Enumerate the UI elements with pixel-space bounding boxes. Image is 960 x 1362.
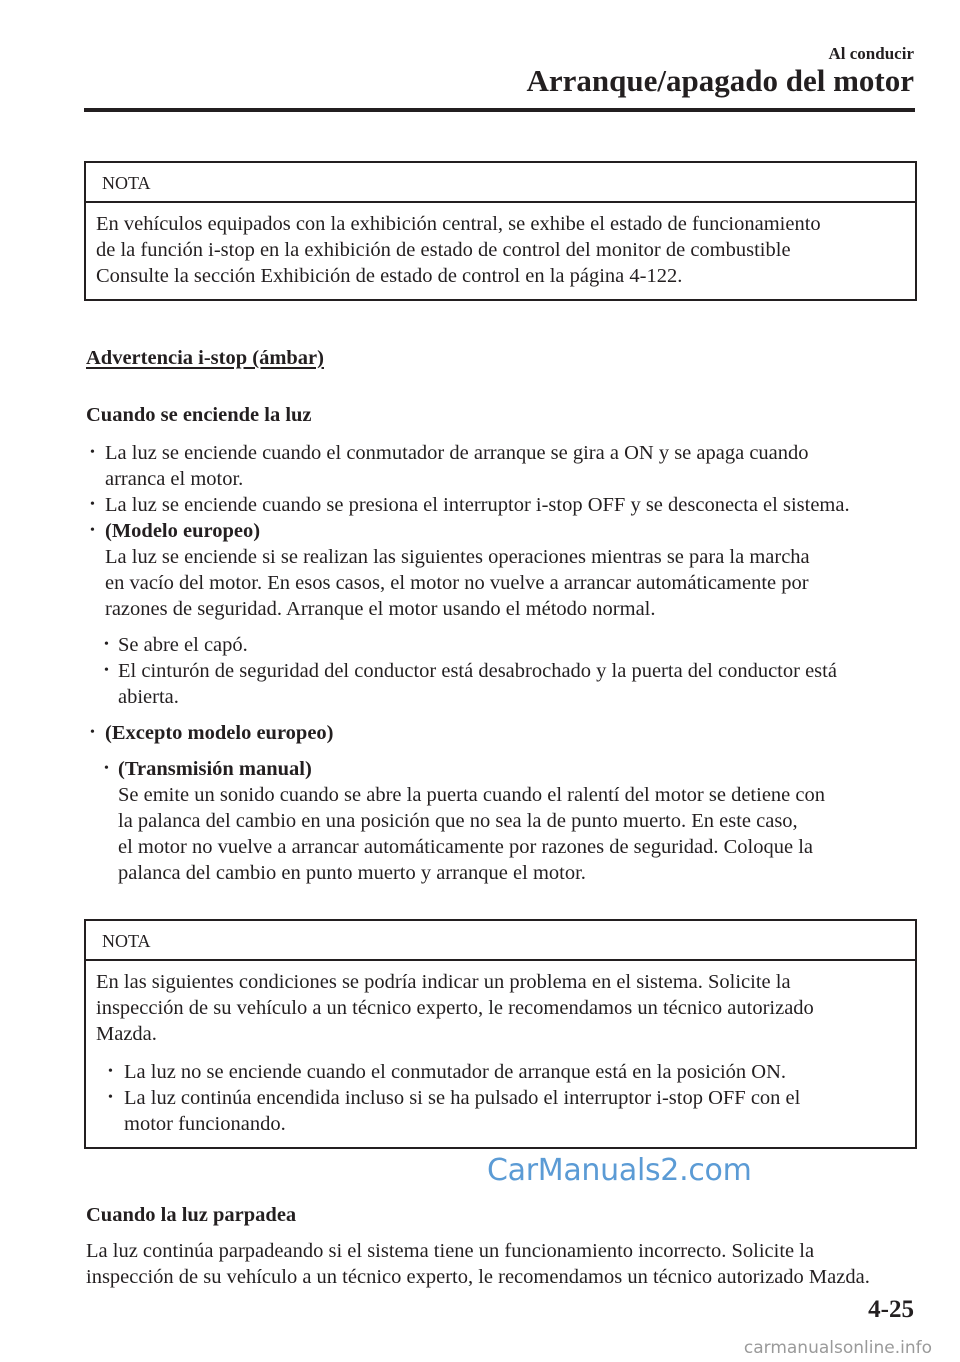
item-line: • La luz se enciende cuando el conmutador de arranque se gira a ON y se apaga cuando: [105, 442, 809, 464]
note-line: En las siguientes condiciones se podría indicar un problema en el sistema. Solicite la: [96, 971, 791, 993]
subheading-light-blink: Cuando la luz parpadea: [86, 1204, 297, 1226]
item-title: • (Transmisión manual): [118, 758, 312, 780]
paragraph-line: inspección de su vehículo a un técnico experto, le recomendamos un técnico autorizado Mazda.: [86, 1266, 870, 1288]
item-line: abierta.: [118, 686, 179, 708]
note-label: NOTA: [86, 163, 915, 203]
note-line: Consulte la sección Exhibición de estado de control en la página 4-122.: [96, 265, 683, 287]
paragraph: [86, 1238, 916, 1290]
section-label: Al conducir: [828, 44, 914, 63]
item-line: en vacío del motor. En esos casos, el motor no vuelve a arrancar automáticamente por: [105, 572, 809, 594]
note-line: de la función i-stop en la exhibición de estado de control del monitor de combustible: [96, 239, 791, 261]
note-body: [86, 203, 915, 299]
list-item: [86, 518, 916, 710]
item-line: • La luz continúa encendida incluso si se ha pulsado el interruptor i-stop OFF con el: [124, 1087, 801, 1109]
item-line: • Se abre el capó.: [118, 634, 248, 656]
item-line: palanca del cambio en punto muerto y arranque el motor.: [118, 862, 586, 884]
footer-watermark: carmanualsonline.info: [743, 1338, 932, 1358]
note-list-item: [96, 1085, 901, 1137]
page-title: Arranque/apagado del motor: [526, 63, 914, 98]
bullet-list: [86, 440, 916, 886]
item-line: arranca el motor.: [105, 468, 244, 490]
sub-list-item: [100, 632, 916, 658]
item-title: • (Excepto modelo europeo): [105, 722, 334, 744]
header-divider: [84, 108, 915, 112]
watermark: CarManuals2.com: [487, 1153, 752, 1188]
item-line: La luz se enciende si se realizan las siguientes operaciones mientras se para la marcha: [105, 546, 810, 568]
item-line: la palanca del cambio en una posición que no sea la de punto muerto. En este caso,: [118, 810, 798, 832]
sub-list-item: [100, 756, 916, 886]
list-item: [86, 440, 916, 492]
list-item: [86, 720, 916, 886]
sub-list-item: [100, 658, 916, 710]
item-line: • La luz se enciende cuando se presiona el interruptor i-stop OFF y se desconecta el sistema.: [105, 494, 850, 516]
paragraph-line: La luz continúa parpadeando si el sistema tiene un funcionamiento incorrecto. Solicite la: [86, 1240, 815, 1262]
item-line: • La luz no se enciende cuando el conmutador de arranque está en la posición ON.: [124, 1061, 787, 1083]
item-line: • El cinturón de seguridad del conductor está desabrochado y la puerta del conductor está: [118, 660, 837, 682]
note-line: En vehículos equipados con la exhibición central, se exhibe el estado de funcionamiento: [96, 213, 821, 235]
item-line: el motor no vuelve a arrancar automáticamente por razones de seguridad. Coloque la: [118, 836, 814, 858]
item-line: razones de seguridad. Arranque el motor usando el método normal.: [105, 598, 656, 620]
note-box: [84, 919, 917, 1149]
section-heading: Advertencia i-stop (ámbar): [86, 347, 324, 369]
subheading-light-on: Cuando se enciende la luz: [86, 404, 312, 426]
sub-list: [100, 632, 916, 710]
sub-list: [100, 756, 916, 886]
note-box: [84, 161, 917, 301]
note-list: [96, 1059, 901, 1137]
note-list-item: [96, 1059, 901, 1085]
note-label: NOTA: [86, 921, 915, 961]
note-body: [86, 961, 915, 1147]
item-line: Se emite un sonido cuando se abre la puerta cuando el ralentí del motor se detiene con: [118, 784, 825, 806]
note-line: inspección de su vehículo a un técnico experto, le recomendamos un técnico autorizado: [96, 997, 814, 1019]
list-item: [86, 492, 916, 518]
item-title: • (Modelo europeo): [105, 520, 261, 542]
note-line: Mazda.: [96, 1023, 157, 1045]
item-line: motor funcionando.: [124, 1113, 286, 1135]
page-number: 4-25: [868, 1296, 914, 1323]
